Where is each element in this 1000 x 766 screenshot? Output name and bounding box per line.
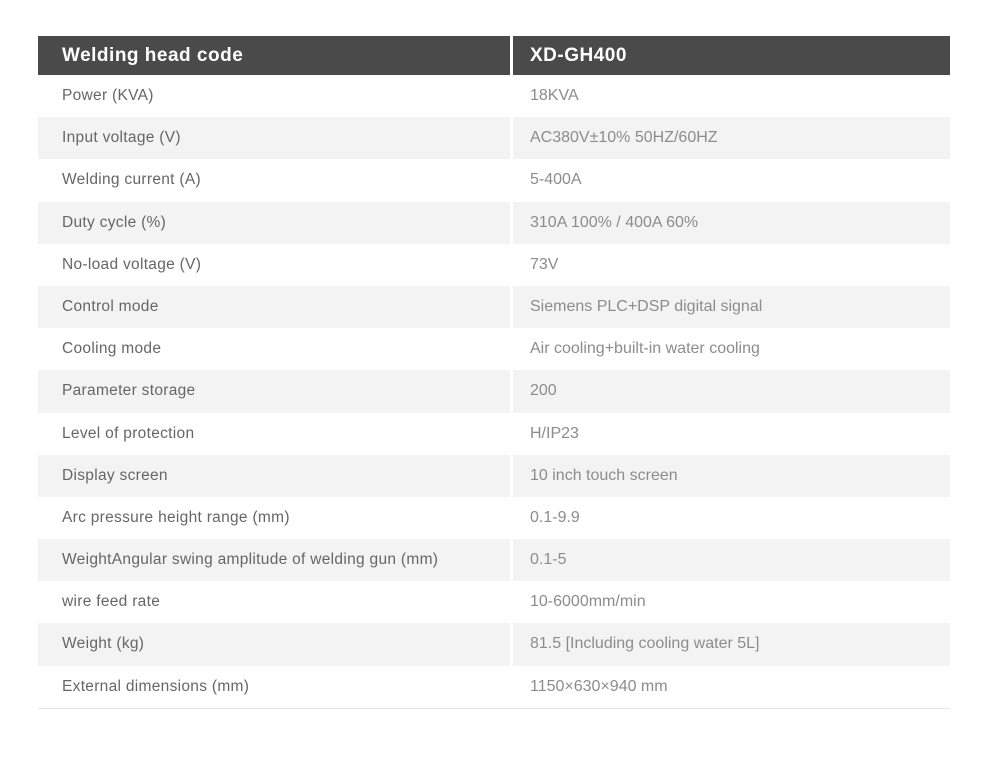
row-label: Duty cycle (%) [62,213,167,231]
row-value: AC380V±10% 50HZ/60HZ [510,117,950,159]
row-label: No-load voltage (V) [62,255,202,273]
row-label: Display screen [62,466,168,484]
table-row [38,455,950,497]
row-label: Welding current (A) [62,171,201,189]
table-header-model: XD-GH400 [510,36,950,75]
table-row [38,413,950,455]
table-row [38,370,950,412]
row-value: 0.1-5 [510,539,950,581]
table-row [38,244,950,286]
table-row [38,159,950,201]
row-value: 18KVA [510,75,950,117]
row-value: 200 [510,370,950,412]
table-row [38,286,950,328]
row-label: Parameter storage [62,382,196,400]
table-row [38,328,950,370]
row-label: Power (KVA) [62,87,154,104]
table-row [38,666,950,708]
row-label: Arc pressure height range (mm) [62,508,290,526]
row-label: wire feed rate [62,593,161,611]
row-value: Air cooling+built-in water cooling [510,328,950,370]
row-value: 1150×630×940 mm [510,666,950,708]
row-label: Cooling mode [62,340,162,358]
table-header-row [38,36,950,75]
spec-table [38,36,950,709]
table-row [38,75,950,117]
row-label: WeightAngular swing amplitude of welding gun (mm) [62,551,439,569]
row-value: 5-400A [510,159,950,201]
table-row [38,117,950,159]
row-value: 10 inch touch screen [510,455,950,497]
row-label: Control mode [62,297,159,315]
table-row [38,539,950,581]
row-value: 10-6000mm/min [510,581,950,623]
row-value: 81.5 [Including cooling water 5L] [510,623,950,665]
row-label: Weight (kg) [62,635,145,653]
table-header-label: Welding head code [62,45,244,66]
table-row [38,623,950,665]
table-row [38,581,950,623]
row-value: H/IP23 [510,413,950,455]
row-value: 310A 100% / 400A 60% [510,202,950,244]
row-value: 0.1-9.9 [510,497,950,539]
row-label: Level of protection [62,424,195,442]
row-value: 73V [510,244,950,286]
row-value: Siemens PLC+DSP digital signal [510,286,950,328]
row-label: Input voltage (V) [62,129,181,147]
table-row [38,202,950,244]
row-label: External dimensions (mm) [62,677,250,695]
table-row [38,497,950,539]
